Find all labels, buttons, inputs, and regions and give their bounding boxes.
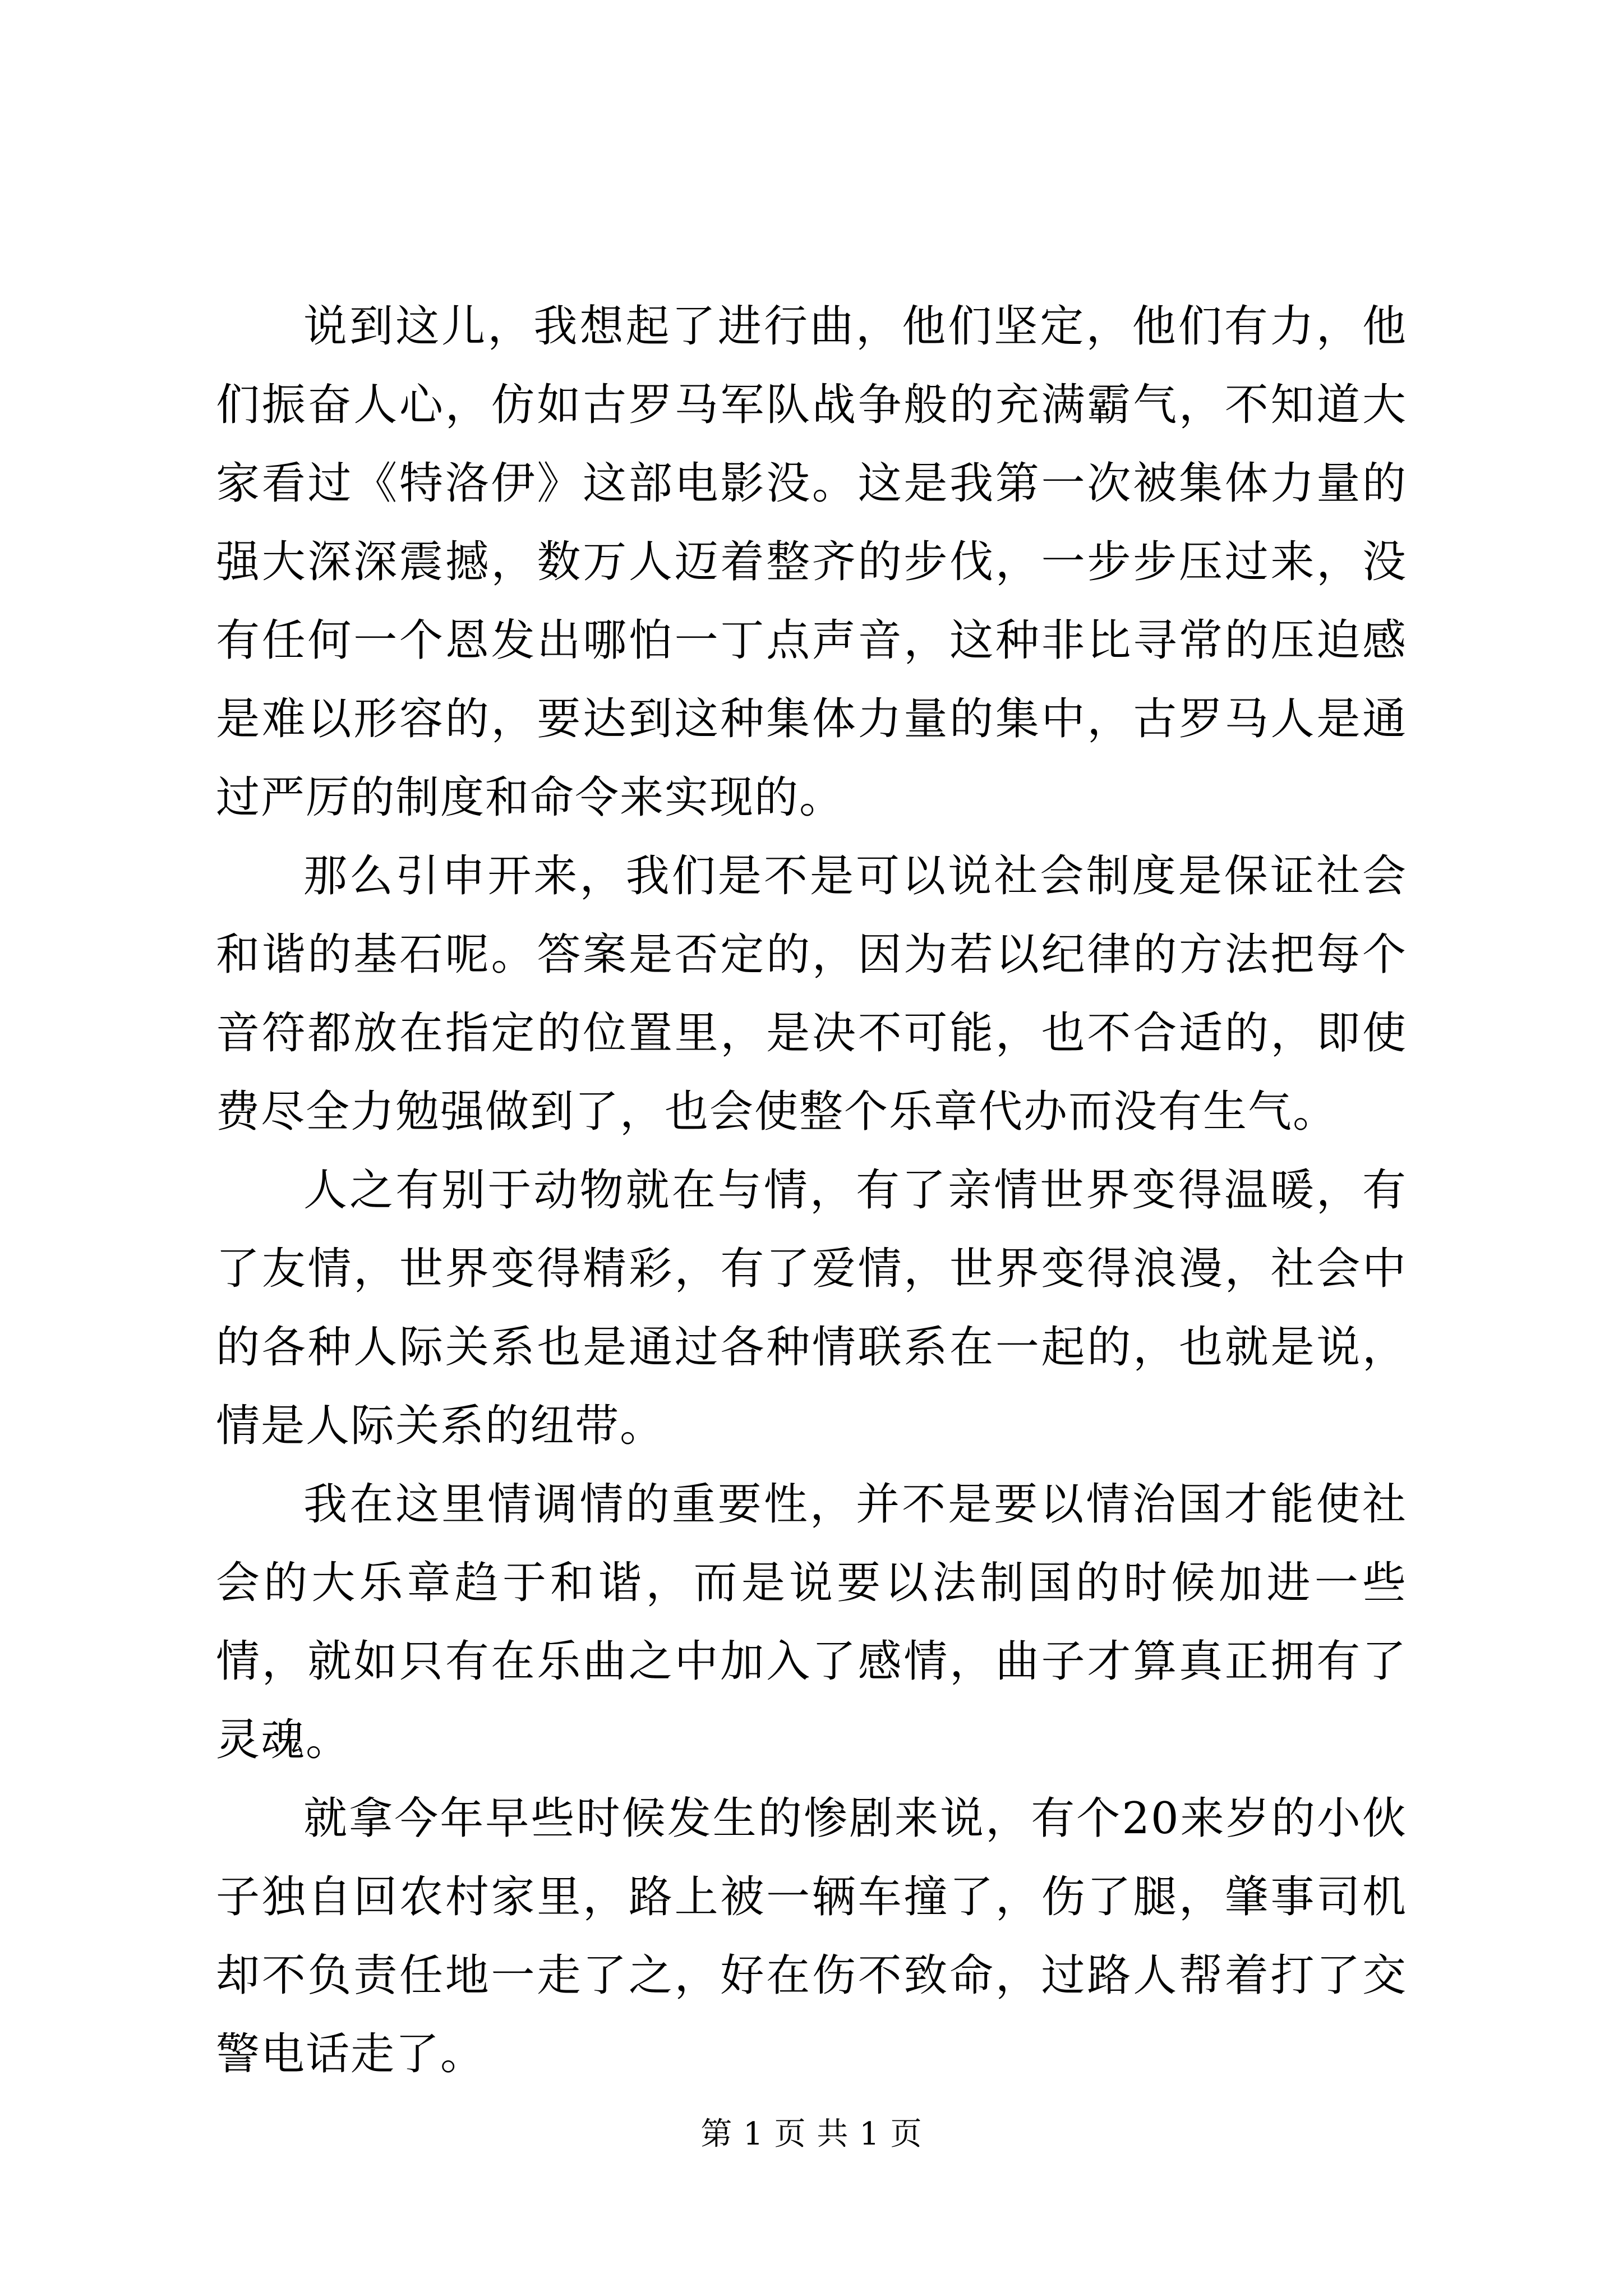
paragraph-5: 就拿今年早些时候发生的惨剧来说，有个20来岁的小伙子独自回农村家里，路上被一辆车撞了，伤了腿，肇事司机却不负责任地一走了之，好在伤不致命，过路人帮着打了交警电话走了。	[216, 1793, 1407, 2079]
page-footer: 第 1 页 共 1 页	[700, 2116, 923, 2152]
paragraph-3: 人之有别于动物就在与情，有了亲情世界变得温暖，有了友情，世界变得精彩，有了爱情，世界变得浪漫，社会中的各种人际关系也是通过各种情联系在一起的，也就是说，情是人际关系的纽带。	[216, 1165, 1407, 1451]
document-body	[216, 287, 1407, 2093]
paragraph-2: 那么引申开来，我们是不是可以说社会制度是保证社会和谐的基石呢。答案是否定的，因为若以纪律的方法把每个音符都放在指定的位置里，是决不可能，也不合适的，即使费尽全力勉强做到了，也会使整个乐章代办而没有生气。	[216, 851, 1407, 1137]
paragraph-4: 我在这里情调情的重要性，并不是要以情治国才能使社会的大乐章趋于和谐，而是说要以法制国的时候加进一些情，就如只有在乐曲之中加入了感情，曲子才算真正拥有了灵魂。	[216, 1479, 1407, 1765]
paragraph-1: 说到这儿，我想起了进行曲，他们坚定，他们有力，他们振奋人心，仿如古罗马军队战争般的充满霸气，不知道大家看过《特洛伊》这部电影没。这是我第一次被集体力量的强大深深震撼，数万人迈着整齐的步伐，一步步压过来，没有任何一个恩发出哪怕一丁点声音，这种非比寻常的压迫感是难以形容的，要达到这种集体力量的集中，古罗马人是通过严厉的制度和命令来实现的。	[216, 301, 1407, 823]
